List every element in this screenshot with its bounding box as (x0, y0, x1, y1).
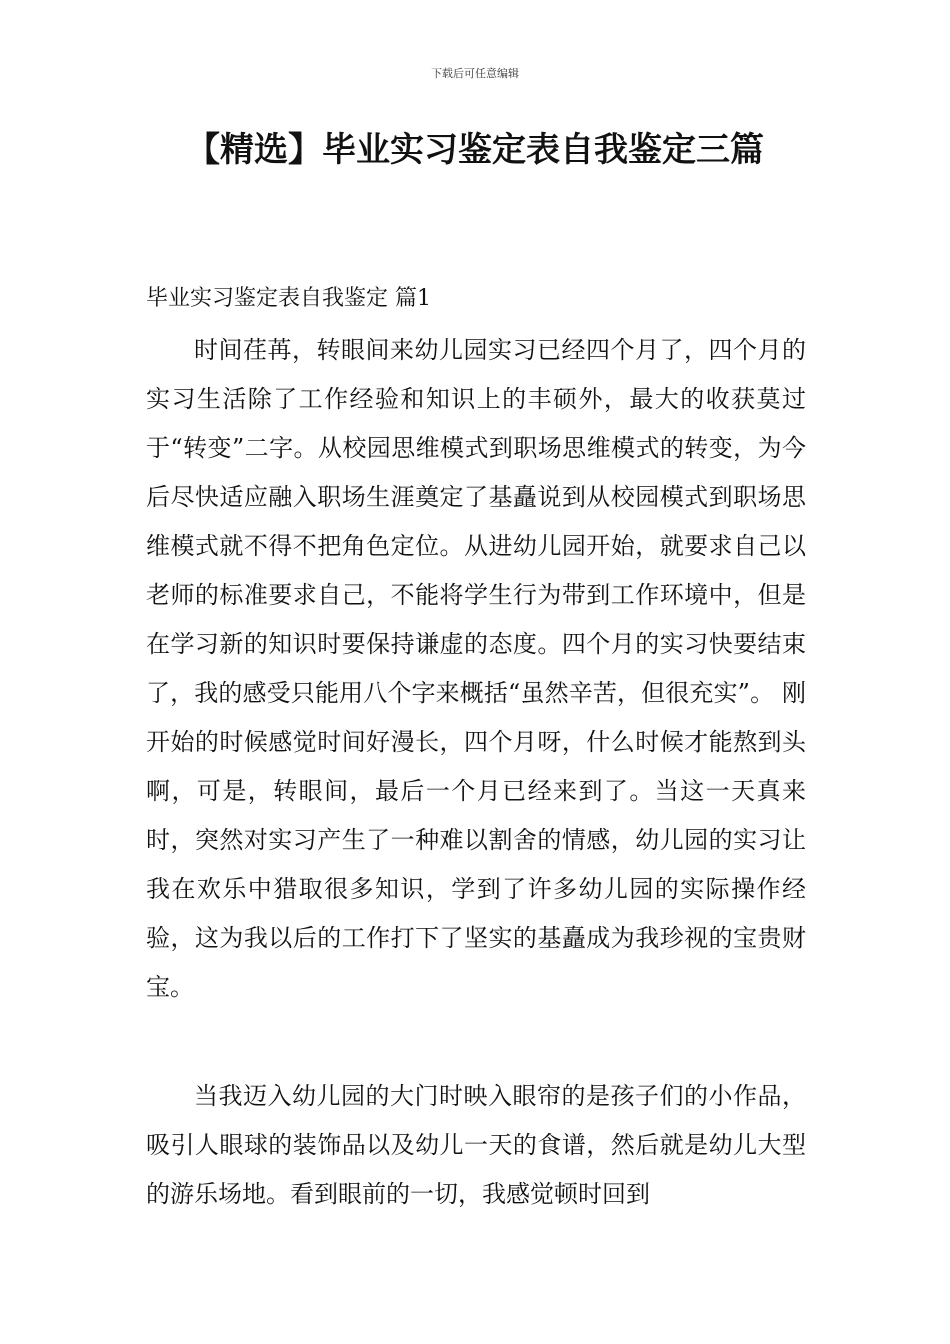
body-paragraph: 当我迈入幼儿园的大门时映入眼帘的是孩子们的小作品，吸引人眼球的装饰品以及幼儿一天的食谱，然后就是幼儿大型的游乐场地。看到眼前的一切，我感觉顿时回到 (146, 1082, 806, 1208)
document-title: 【精选】毕业实习鉴定表自我鉴定三篇 (186, 130, 764, 170)
header-note: 下载后可任意编辑 (431, 67, 519, 80)
body-paragraph: 时间荏苒，转眼间来幼儿园实习已经四个月了，四个月的实习生活除了工作经验和知识上的丰硕外，最大的收获莫过于“转变”二字。从校园思维模式到职场思维模式的转变，为今后尽快适应融入职场生涯奠定了基矗说到从校园模式到职场思维模式就不得不把角色定位。从进幼儿园开始，就要求自己以老师的标准要求自己，不能将学生行为带到工作环境中，但是在学习新的知识时要保持谦虚的态度。四个月的实习快要结束了，我的感受只能用八个字来概括“虽然辛苦，但很充实”。 刚开始的时候感觉时间好漫长，四个月呀，什么时候才能熬到头啊，可是，转眼间，最后一个月已经来到了。当这一天真来时，突然对实习产生了一种难以割舍的情感，幼儿园的实习让我在欢乐中猎取很多知识，学到了许多幼儿园的实际操作经验，这为我以后的工作打下了坚实的基矗成为我珍视的宝贵财宝。 (146, 336, 806, 1001)
section-heading: 毕业实习鉴定表自我鉴定 篇1 (146, 286, 431, 311)
